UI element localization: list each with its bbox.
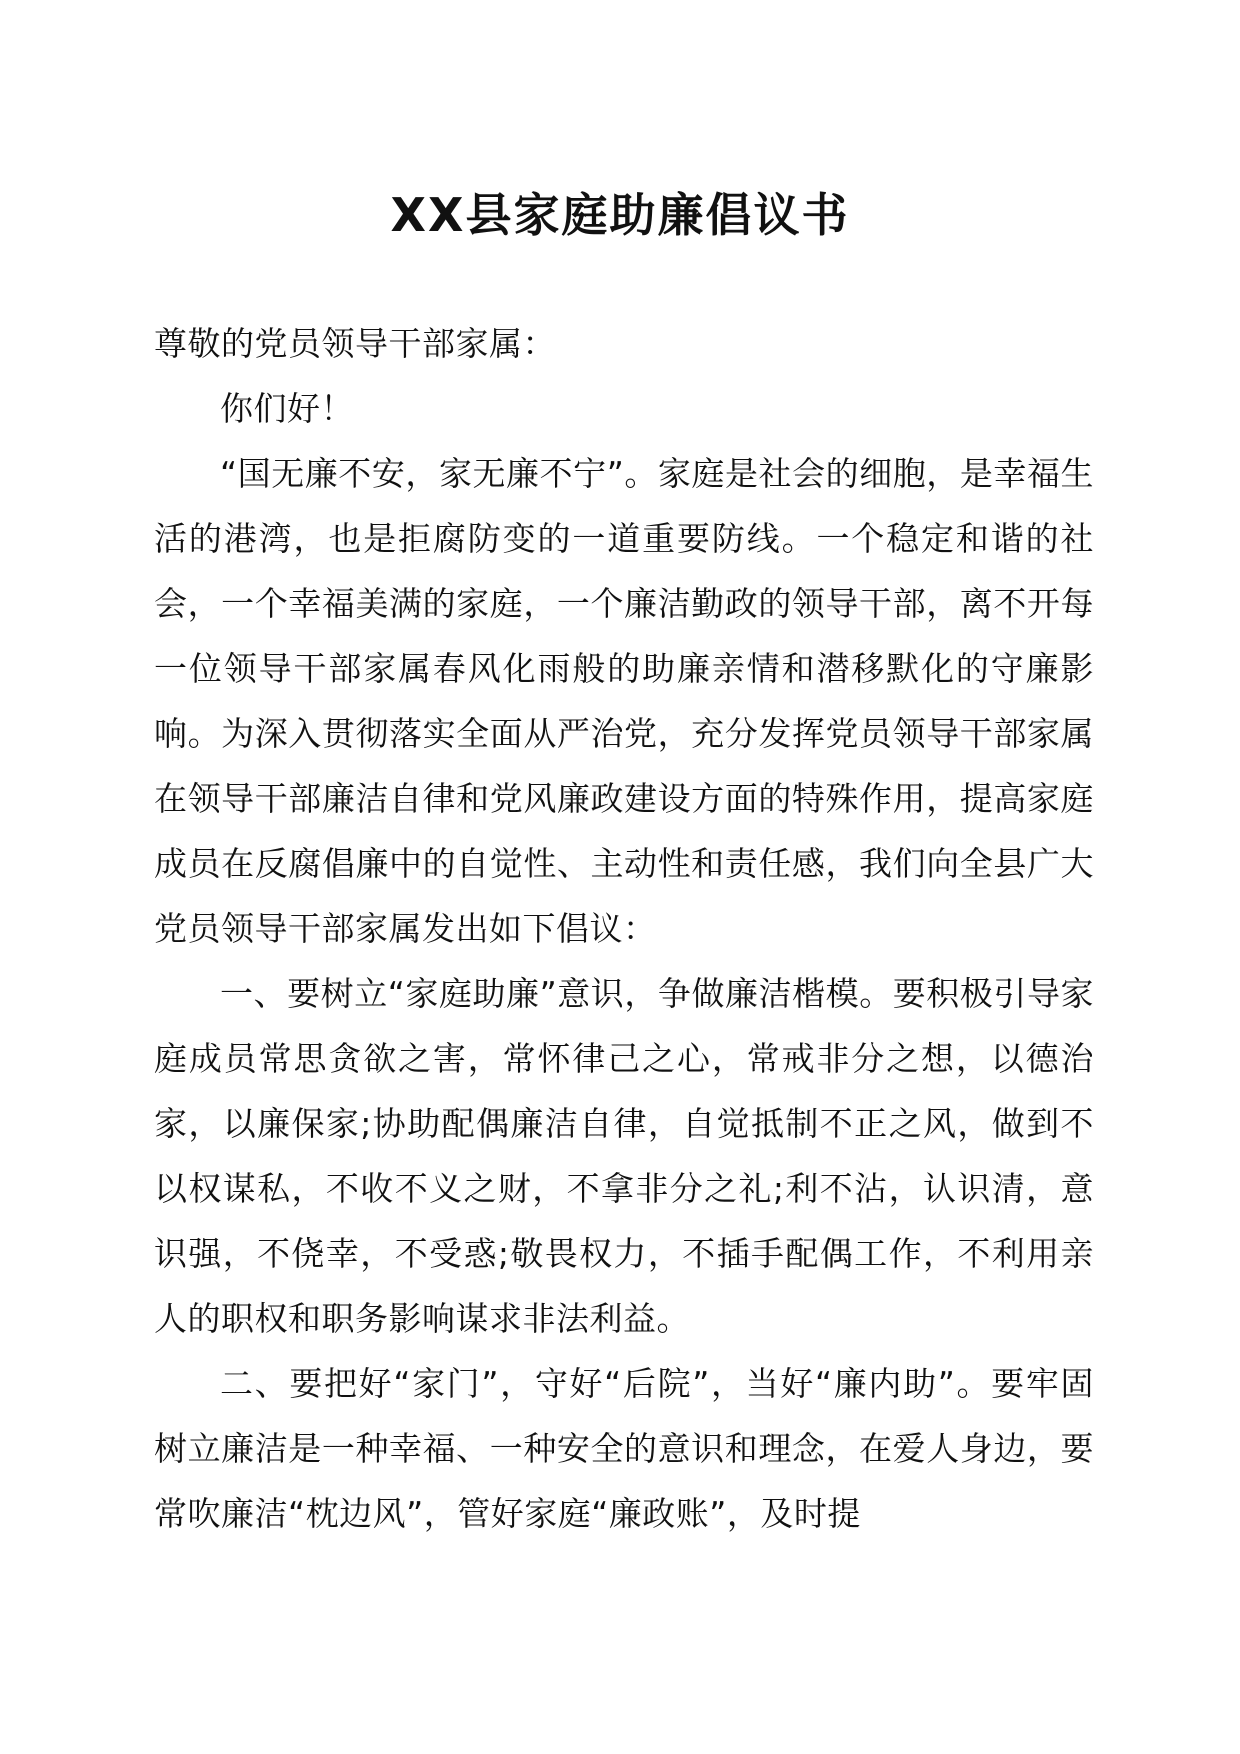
- intro-paragraph: “国无廉不安，家无廉不宁”。家庭是社会的细胞，是幸福生活的港湾，也是拒腐防变的一道重要防线。一个稳定和谐的社会，一个幸福美满的家庭，一个廉洁勤政的领导干部，离不开每一位领导干部家属春风化雨般的助廉亲情和潜移默化的守廉影响。为深入贯彻落实全面从严治党，充分发挥党员领导干部家属在领导干部廉洁自律和党风廉政建设方面的特殊作用，提高家庭成员在反腐倡廉中的自觉性、主动性和责任感，我们向全县广大党员领导干部家属发出如下倡议：: [154, 454, 1094, 948]
- document-title: XX县家庭助廉倡议书: [390, 188, 850, 242]
- document-body: [154, 311, 1094, 1546]
- greeting-paragraph: 你们好！: [220, 389, 354, 428]
- proposal-one-paragraph: 一、要树立“家庭助廉”意识，争做廉洁楷模。要积极引导家庭成员常思贪欲之害，常怀律己之心，常戒非分之想，以德治家，以廉保家;协助配偶廉洁自律，自觉抵制不正之风，做到不以权谋私，不收不义之财，不拿非分之礼;利不沾，认识清，意识强，不侥幸，不受惑;敬畏权力，不插手配偶工作，不利用亲人的职权和职务影响谋求非法利益。: [154, 974, 1094, 1338]
- proposal-two-paragraph: 二、要把好“家门”，守好“后院”，当好“廉内助”。要牢固树立廉洁是一种幸福、一种安全的意识和理念，在爱人身边，要常吹廉洁“枕边风”，管好家庭“廉政账”，及时提: [154, 1364, 1094, 1533]
- salutation: 尊敬的党员领导干部家属：: [154, 324, 556, 363]
